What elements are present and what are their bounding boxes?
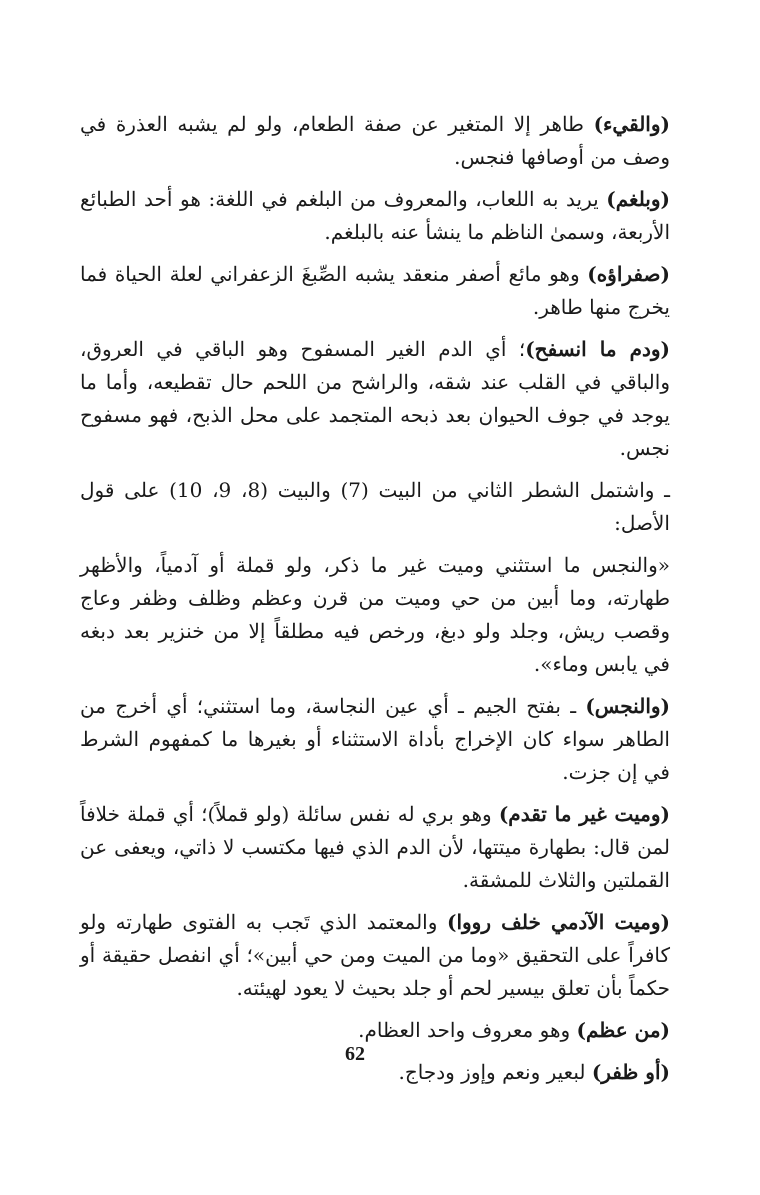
paragraph-2-term: (وبلغم): [606, 187, 670, 211]
paragraph-10-text: وهو معروف واحد العظام.: [358, 1018, 577, 1042]
paragraph-8: [80, 798, 670, 897]
paragraph-7-text: ـ بفتح الجيم ـ أي عين النجاسة، وما استثني؛ أي أخرج من الطاهر سواء كان الإخراج بأداة الاستثناء أو بغيرها ما كمفهوم الشرط في إن جزت.: [80, 694, 670, 784]
paragraph-11-term: (أو ظفر): [591, 1060, 670, 1084]
paragraph-1-term: (والقيء): [593, 112, 670, 136]
paragraph-3-term: (صفراؤه): [587, 262, 670, 286]
paragraph-9: [80, 906, 670, 1005]
paragraph-8-text: وهو بري له نفس سائلة (ولو قملاً)؛ أي قملة خلافاً لمن قال: بطهارة ميتتها، لأن الدم الذي فيها مكتسب لا ذاتي، ويعفى عن القملتين والثلاث للمشقة.: [80, 802, 670, 892]
paragraph-5-text: ـ واشتمل الشطر الثاني من البيت (7) والبيت (8، 9، 10) على قول الأصل:: [80, 478, 670, 535]
paragraph-4: [80, 333, 670, 465]
paragraph-1-text: طاهر إلا المتغير عن صفة الطعام، ولو لم يشبه العذرة في وصف من أوصافها فنجس.: [80, 112, 670, 169]
paragraph-7: [80, 690, 670, 789]
paragraph-10-term: (من عظم): [576, 1018, 670, 1042]
paragraph-11-text: لبعير ونعم وإوز ودجاج.: [398, 1060, 592, 1084]
paragraph-3: [80, 258, 670, 324]
paragraph-7-term: (والنجس): [585, 694, 670, 718]
paragraph-5: [80, 474, 670, 540]
paragraph-6-text: «والنجس ما استثني وميت غير ما ذكر، ولو قملة أو آدمياً، والأظهر طهارته، وما أبين من حي وميت من قرن وعظم وظلف وظفر وعاج وقصب ريش، وجلد ولو دبغ، ورخص فيه مطلقاً إلا من خنزير بعد دبغه في يابس وماء».: [80, 553, 670, 676]
paragraph-1: [80, 108, 670, 174]
paragraph-6-quote: [80, 549, 670, 681]
paragraph-8-term: (وميت غير ما تقدم): [498, 802, 670, 826]
paragraph-2-text: يريد به اللعاب، والمعروف من البلغم في اللغة: هو أحد الطبائع الأربعة، وسمىٰ الناظم ما ينشأ عنه بالبلغم.: [80, 187, 670, 244]
paragraph-3-text: وهو مائع أصفر منعقد يشبه الصِّبغَ الزعفراني لعلة الحياة فما يخرج منها طاهر.: [80, 262, 670, 319]
page-number: 62: [345, 1043, 365, 1065]
paragraph-9-text: والمعتمد الذي تَجب به الفتوى طهارته ولو كافراً على التحقيق «وما من الميت ومن حي أبين»؛ أي انفصل حقيقة أو حكماً بأن تعلق بيسير لحم أو جلد بحيث لا يعود لهيئته.: [80, 910, 670, 1000]
body-text: [80, 108, 670, 1098]
paragraph-9-term: (وميت الآدمي خلف رووا): [446, 910, 670, 934]
paragraph-4-text: ؛ أي الدم الغير المسفوح وهو الباقي في العروق، والباقي في القلب عند شقه، والراشح من اللحم حال تقطيعه، وأما ما يوجد في جوف الحيوان بعد ذبحه المتجمد على محل الذبح، فهو مسفوح نجس.: [80, 337, 670, 460]
paragraph-2: [80, 183, 670, 249]
paragraph-4-term: (ودم ما انسفح): [525, 337, 670, 361]
